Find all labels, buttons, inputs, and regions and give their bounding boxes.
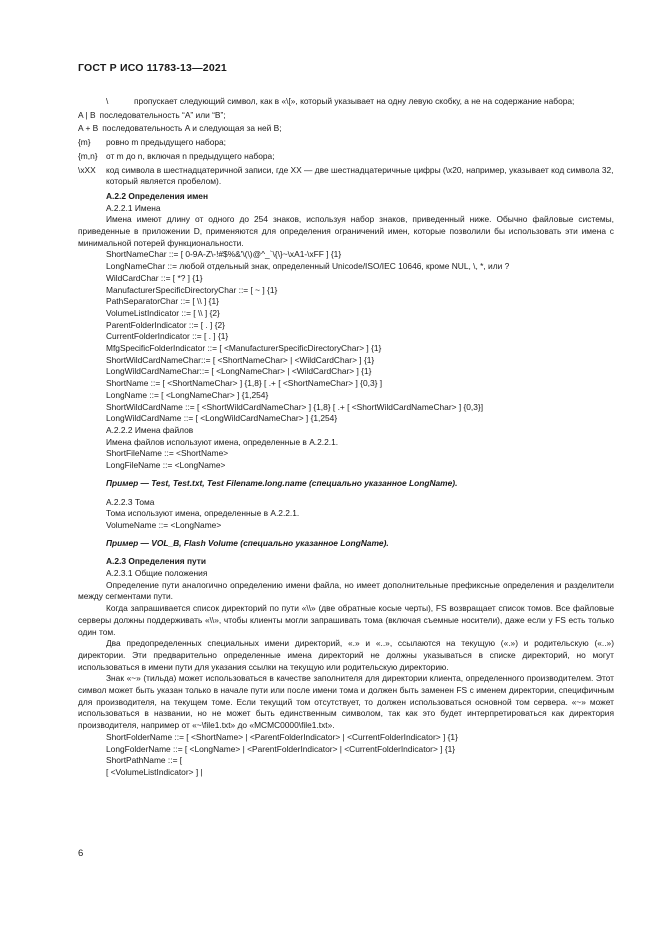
example-text: Пример — Test, Test.txt, Test Filename.long.name (специально указанное LongName).: [106, 477, 458, 488]
definitions-list: [78, 96, 614, 188]
grammar-line: VolumeListIndicator ::= [ \\ ] {2}: [106, 307, 220, 318]
grammar-line: ShortWildCardNameChar::= [ <ShortNameChar> | <WildCardChar> ] {1}: [106, 354, 375, 365]
definition-item: [106, 96, 614, 108]
definition-term: A | B: [78, 109, 96, 120]
paragraph: Имена файлов используют имена, определенные в A.2.2.1.: [106, 436, 339, 447]
definition-item: [78, 137, 614, 149]
definition-item: [78, 123, 614, 135]
grammar-line: PathSeparatorChar ::= [ \\ ] {1}: [106, 296, 219, 307]
page-content: [78, 96, 614, 779]
grammar-line: MfgSpecificFolderIndicator ::= [ <ManufacturerSpecificDirectoryChar> ] {1}: [106, 343, 382, 354]
grammar-line: [ <VolumeListIndicator> ] |: [106, 766, 203, 777]
page-number: 6: [78, 848, 84, 859]
subsection-heading: A.2.2.1 Имена: [106, 202, 161, 213]
grammar-line: ShortPathName ::= [: [106, 755, 183, 766]
grammar-line: LongFileName ::= <LongName>: [106, 460, 226, 471]
subsection-heading: A.2.2.3 Тома: [106, 496, 155, 507]
definition-item: [78, 151, 614, 163]
grammar-line: LongNameChar ::= любой отдельный знак, определенный Unicode/ISO/IEC 10646, кроме NUL, \, *, или ?: [106, 261, 510, 272]
grammar-line: ShortName ::= [ <ShortNameChar> ] {1,8} [ .+ [ <ShortNameChar> ] {0,3} ]: [106, 378, 383, 389]
standard-header: ГОСТ Р ИСО 11783-13—2021: [78, 62, 227, 74]
definition-desc: от m до n, включая n предыдущего набора;: [106, 150, 275, 161]
grammar-block: [106, 732, 614, 779]
paragraph: Знак «~» (тильда) может использоваться в качестве заполнителя для директории клиента, определенного производителем. Этот символ может быть указан только в начале пути или после имени тома и должен быть заменен FS с именем директории, специфичным для производителя, на текущем томе. Если текущий том отсутствует, то должен использоваться основной том сервера. «~» может использоваться в названии, но не может быть единственным символом, так как это будет интерпретироваться как директория производителя, например от «~\file1.txt» до «MCMC0000\file1.txt».: [78, 673, 614, 731]
paragraph: Два предопределенных специальных имени директорий, «.» и «..», ссылаются на текущую («.») и родительскую («..») директории. Эти предварительно определенные имена директорий не должны указываться в списке директорий, но могут использоваться в имени пути для указания ссылки на текущую или родительскую директорию.: [78, 638, 614, 672]
section-heading: A.2.2 Определения имен: [106, 190, 209, 201]
paragraph: Определение пути аналогично определению имени файла, но имеет дополнительные префиксные определения и разделители между сегментами пути.: [78, 579, 614, 602]
subsection-heading: A.2.3.1 Общие положения: [106, 568, 208, 579]
grammar-line: LongWildCardNameChar::= [ <LongNameChar> | <WildCardChar> ] {1}: [106, 366, 372, 377]
definition-item: [78, 110, 614, 122]
grammar-line: ParentFolderIndicator ::= [ . ] {2}: [106, 319, 225, 330]
example-text: Пример — VOL_B, Flash Volume (специально указанное LongName).: [106, 537, 389, 548]
paragraph: Когда запрашивается список директорий по пути «\\» (две обратные косые черты), FS возвращает список томов. Все файловые серверы должны поддерживать «\\», чтобы клиенты могли запрашивать тома (включая съемные носители), даже если у FS есть только один том.: [78, 603, 614, 637]
grammar-line: WildCardChar ::= [ *? ] {1}: [106, 272, 203, 283]
definition-term: \: [106, 96, 109, 106]
grammar-line: ShortFolderName ::= [ <ShortName> | <ParentFolderIndicator> | <CurrentFolderIndicator> ] {1}: [106, 731, 458, 742]
grammar-line: CurrentFolderIndicator ::= [ . ] {1}: [106, 331, 229, 342]
section-heading: A.2.3 Определения пути: [106, 556, 207, 567]
grammar-line: LongFolderName ::= [ <LongName> | <ParentFolderIndicator> | <CurrentFolderIndicator> ] {1}: [106, 743, 456, 754]
definition-desc: ровно m предыдущего набора;: [106, 137, 227, 148]
grammar-block: [106, 249, 614, 425]
definition-term: A + B: [78, 123, 99, 134]
grammar-line: VolumeName ::= <LongName>: [106, 519, 222, 530]
grammar-line: ShortWildCardName ::= [ <ShortWildCardNameChar> ] {1,8} [ .+ [ <ShortWildCardNameChar> ] {0,3}]: [106, 401, 484, 412]
definition-term: {m}: [78, 137, 91, 148]
grammar-line: LongName ::= [ <LongNameChar> ] {1,254}: [106, 389, 269, 400]
grammar-line: ShortNameChar ::= [ 0-9A-Z\-!#$%&'\(\)@^_`\{\}~\xA1-\xFF ] {1}: [106, 249, 342, 260]
grammar-line: ManufacturerSpecificDirectoryChar ::= [ ~ ] {1}: [106, 284, 278, 295]
grammar-line: LongWildCardName ::= [ <LongWildCardNameChar> ] {1,254}: [106, 413, 338, 424]
subsection-heading: A.2.2.2 Имена файлов: [106, 424, 194, 435]
definition-term: {m,n}: [78, 150, 98, 161]
definition-desc: последовательность A и следующая за ней B;: [102, 123, 282, 134]
definition-item: [78, 165, 614, 188]
definition-desc: пропускает следующий символ, как в «\[», который указывает на одну левую скобку, а не на содержание набора;: [134, 96, 575, 106]
paragraph: Имена имеют длину от одного до 254 знаков, используя набор знаков, приведенный ниже. Обычно файловые системы, приведенные в приложении D, применяются для определения ограничений имен, которые позволили бы использовать эти имена с минимальной потерей функциональности.: [78, 214, 614, 248]
paragraph: Тома используют имена, определенные в A.2.2.1.: [106, 508, 300, 519]
grammar-line: ShortFileName ::= <ShortName>: [106, 448, 229, 459]
definition-desc: код символа в шестнадцатеричной записи, где XX — две шестнадцатеричные цифры (\x20, например, указывает код символа 32, который является пробелом).: [106, 164, 614, 187]
definition-desc: последовательность “A” или “B”;: [99, 109, 226, 120]
definition-term: \xXX: [78, 164, 96, 175]
